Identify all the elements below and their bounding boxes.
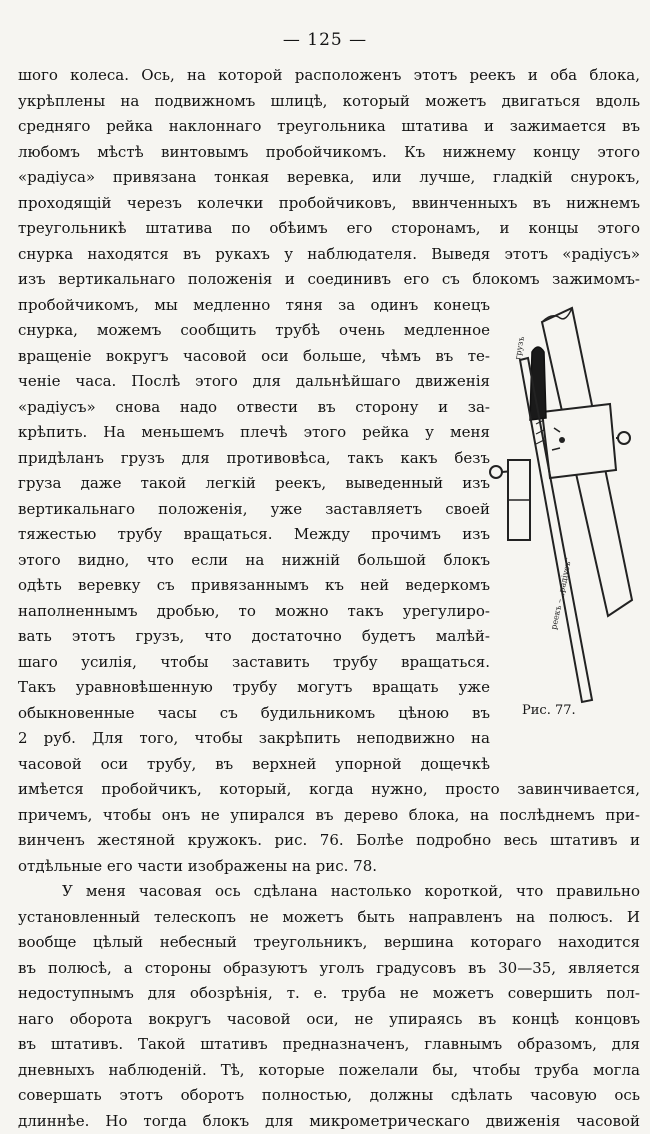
text-line: «радіуса» привязана тонкая веревка, или лучше, гладкій снурокъ, xyxy=(18,165,640,191)
text-line: любомъ мѣстѣ винтовымъ пробойчикомъ. Къ нижнему концу этого xyxy=(18,140,640,166)
radius-mechanism-drawing xyxy=(480,300,640,720)
figure-caption: Рис. 77. xyxy=(522,703,576,718)
text-line: пробойчикомъ, мы медленно тяня за одинъ конецъ xyxy=(18,293,490,319)
text-line: снурка находятся въ рукахъ у наблюдателя. Выведя этотъ «радіусъ» xyxy=(18,242,640,268)
text-line: вращеніе вокругъ часовой оси больше, чѣмъ въ те- xyxy=(18,344,490,370)
text-line: 2 руб. Для того, чтобы закрѣпить неподвижно на xyxy=(18,726,490,752)
rod-label: реекъ – „радіусъ“ xyxy=(549,556,573,630)
text-line: «радіусъ» снова надо отвести въ сторону и за- xyxy=(18,395,490,421)
text-line: имѣется пробойчикъ, который, когда нужно, просто завинчивается, xyxy=(18,777,640,803)
text-line: изъ вертикальнаго положенія и соединивъ его съ блокомъ зажимомъ- xyxy=(18,267,640,293)
text-line: средняго рейка наклоннаго треугольника штатива и зажимается въ xyxy=(18,114,640,140)
text-line: длиннѣе. Но тогда блокъ для микрометрическаго движенія часовой xyxy=(18,1109,640,1134)
text-line: укрѣплены на подвижномъ шлицѣ, который можетъ двигаться вдоль xyxy=(18,89,640,115)
text-line: вертикальнаго положенія, уже заставляетъ своей xyxy=(18,497,490,523)
text-line: Такъ уравновѣшенную трубу могутъ вращать уже xyxy=(18,675,490,701)
text-line: отдѣльные его части изображены на рис. 78. xyxy=(18,854,640,880)
text-line: шаго усилія, чтобы заставить трубу вращаться. xyxy=(18,650,490,676)
text-line: наполненнымъ дробью, то можно такъ урегулиро- xyxy=(18,599,490,625)
text-line: ченіе часа. Послѣ этого для дальнѣйшаго движенія xyxy=(18,369,490,395)
text-line: часовой оси трубу, въ верхней упорной дощечкѣ xyxy=(18,752,490,778)
text-line: винченъ жестяной кружокъ. рис. 76. Болѣе подробно весь штативъ и xyxy=(18,828,640,854)
text-line: наго оборота вокругъ часовой оси, не упираясь въ концѣ концовъ xyxy=(18,1007,640,1033)
text-line: этого видно, что если на нижній большой блокъ xyxy=(18,548,490,574)
text-line: У меня часовая ось сдѣлана настолько короткой, что правильно xyxy=(18,879,640,905)
text-line: недоступнымъ для обозрѣнія, т. е. труба не можетъ совершить пол- xyxy=(18,981,640,1007)
figure-77-illustration xyxy=(480,300,640,720)
text-line: вообще цѣлый небесный треугольникъ, вершина котораго находится xyxy=(18,930,640,956)
text-line: въ штативъ. Такой штативъ предназначенъ, главнымъ образомъ, для xyxy=(18,1032,640,1058)
text-line: одѣть веревку съ привязаннымъ къ ней ведеркомъ xyxy=(18,573,490,599)
text-line: придѣланъ грузъ для противовѣса, такъ какъ безъ xyxy=(18,446,490,472)
page-number: — 125 — xyxy=(0,30,650,50)
text-line: совершать этотъ оборотъ полностью, должны сдѣлать часовую ось xyxy=(18,1083,640,1109)
text-line: въ полюсѣ, а стороны образуютъ уголъ градусовъ въ 30—35, является xyxy=(18,956,640,982)
weight-label: грузъ xyxy=(513,336,526,361)
text-line: проходящій черезъ колечки пробойчиковъ, ввинченныхъ въ нижнемъ xyxy=(18,191,640,217)
text-line: тяжестью трубу вращаться. Между прочимъ изъ xyxy=(18,522,490,548)
text-line: шого колеса. Ось, на которой расположенъ этотъ реекъ и оба блока, xyxy=(18,63,640,89)
text-line: вать этотъ грузъ, что достаточно будетъ малѣй- xyxy=(18,624,490,650)
text-line: треугольникѣ штатива по обѣимъ его сторонамъ, и концы этого xyxy=(18,216,640,242)
text-line: снурка, можемъ сообщить трубѣ очень медленное xyxy=(18,318,490,344)
text-line: крѣпить. На меньшемъ плечѣ этого рейка у меня xyxy=(18,420,490,446)
text-line: причемъ, чтобы онъ не упирался въ дерево блока, на послѣднемъ при- xyxy=(18,803,640,829)
text-line: обыкновенные часы съ будильникомъ цѣною въ xyxy=(18,701,490,727)
text-line: груза даже такой легкій реекъ, выведенный изъ xyxy=(18,471,490,497)
text-line: дневныхъ наблюденій. Тѣ, которые пожелали бы, чтобы труба могла xyxy=(18,1058,640,1084)
text-line: установленный телескопъ не можетъ быть направленъ на полюсъ. И xyxy=(18,905,640,931)
